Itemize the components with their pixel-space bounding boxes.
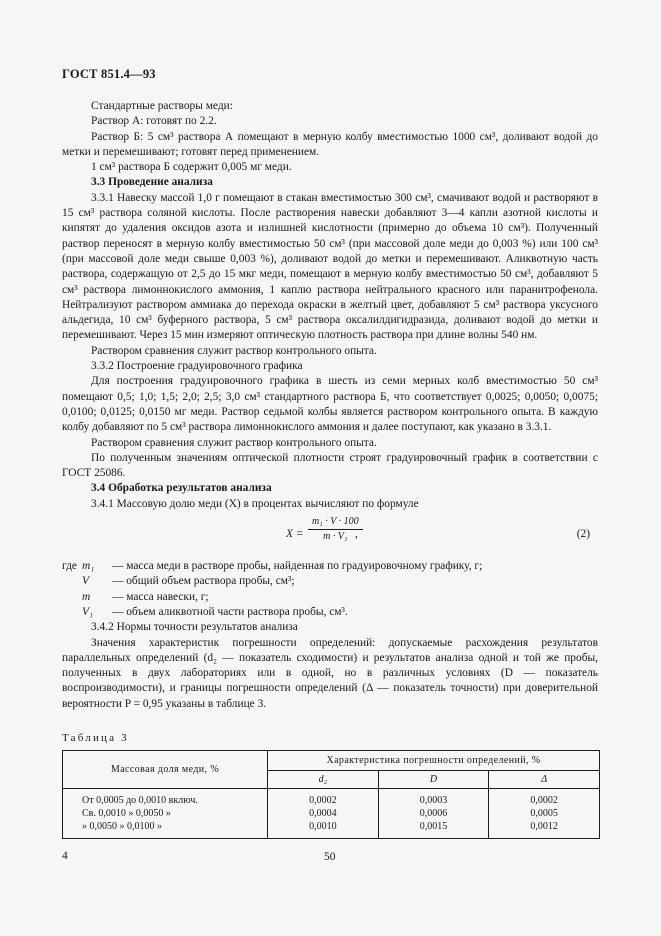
table-cell: 0,0012 [530,821,558,832]
paragraph: Раствор А: готовят по 2.2. [91,115,217,128]
table-caption: Таблица 3 [62,732,129,744]
table-cell: От 0,0005 до 0,0010 включ. [82,795,198,806]
table-cell: 0,0004 [309,808,337,819]
table-cell: 0,0010 [309,821,337,832]
standard-header: ГОСТ 851.4—93 [62,67,156,81]
paragraph: Раствором сравнения служит раствор контрольного опыта. [91,436,377,449]
paragraph: 1 см³ раствора Б содержит 0,005 мг меди. [91,161,292,174]
section-heading-3-4: 3.4 Обработка результатов анализа [91,482,272,495]
paragraph: По полученным значениям оптической плотности строят градуировочный график в соответствии с ГОСТ 25086. [62,451,598,480]
formula-definitions [62,559,598,620]
table-cell: 0,0006 [419,808,448,819]
formula-lhs: X = [286,528,304,541]
column-header-delta: Δ [489,771,600,789]
paragraph-3-3-2: Для построения градуировочного графика в шесть из семи мерных колб вместимостью 50 см³ помещают 0,5; 1,0; 1,5; 2,0; 2,5; 3,0 см³ стандартного раствора Б, что соответствует 0,0025; 0,0050; 0,0075; 0,0100; 0,0125; 0,0150 мг меди. Раствор седьмой колбы является раствором контрольного опыта. В каждую колбу добавляют по 5 см³ раствора лимоннокислого аммония и далее поступают, как указано в 3.3.1. [62,375,598,434]
table-cell: 0,0002 [309,795,337,806]
definition-symbol: m₁ [82,560,95,573]
mass-cell [63,789,268,839]
table-body-row [63,789,600,839]
delta-cell [489,789,600,839]
definition-text: — объем аликвотной части раствора пробы, см³. [112,605,348,618]
page-number: 50 [324,851,336,863]
definition-symbol: V₁ [82,605,93,618]
column-header-D: D [378,771,489,789]
table-3 [62,750,600,839]
paragraph: Стандартные растворы меди: [91,100,233,112]
subsection-heading-3-3-2: 3.3.2 Построение градуировочного графика [91,360,303,373]
paragraph: Раствор Б: 5 см³ раствора А помещают в мерную колбу вместимостью 1000 см³, доливают водой до метки и перемешивают; готовят перед применением. [62,130,598,158]
column-header-error-group: Характеристика погрешности определений, % [268,751,600,771]
paragraph-3-4-2: Значения характеристик погрешности определений: допускаемые расхождения результатов параллельных определений (d₂ — показатель сходимости) и результатов анализа одной и той же пробы, полученных в двух лабораториях или в одной, но в различных условиях (D — показатель воспроизводимости), и границы погрешности определений (Δ — показатель точности) при доверительной вероятности P = 0,95 указаны в таблице 3. [62,636,598,710]
subsection-heading-3-4-2: 3.4.2 Нормы точности результатов анализа [91,621,298,634]
definition-text: — масса меди в растворе пробы, найденная по градуировочному графику, г; [112,560,483,573]
formula-numerator: m₁ · V · 100 [308,516,363,530]
column-header-d2: d₂ [268,771,379,789]
section-page-number: 4 [62,850,68,862]
definition-text: — общий объем раствора пробы, см³; [112,575,295,588]
column-header-mass: Массовая доля меди, % [63,751,268,789]
paragraph: Раствором сравнения служит раствор контрольного опыта. [91,344,377,357]
table-cell: 0,0005 [530,808,558,819]
paragraph-3-4-1: 3.4.1 Массовую долю меди (X) в процентах вычисляют по формуле [91,497,419,510]
table-cell: » 0,0050 » 0,0100 » [82,821,162,832]
document-body [62,99,598,712]
table-cell: 0,0015 [419,821,448,832]
d2-cell [268,789,379,839]
definition-symbol: V [82,575,89,588]
section-heading-3-3: 3.3 Проведение анализа [91,176,213,189]
where-label: где [62,560,77,573]
definition-symbol: m [82,590,91,603]
table-cell: Св. 0,0010 » 0,0050 » [82,808,171,819]
definition-row [62,574,598,589]
formula-2 [62,516,598,552]
definition-text: — масса навески, г; [112,590,209,603]
D-cell [378,789,489,839]
definition-row [62,605,598,620]
definition-row [62,559,598,574]
formula-number: (2) [576,528,590,541]
definition-row [62,590,598,605]
paragraph-3-3-1: 3.3.1 Навеску массой 1,0 г помещают в стакан вместимостью 300 см³, смачивают водой и растворяют в 15 см³ раствора соляной кислоты. После растворения навески добавляют 3—4 капли азотной кислоты и кипятят до удаления оксидов азота и излишней кислотности (примерно до объема 10 см³). Полученный раствор переносят в мерную колбу вместимостью 50 см³ (при массовой доле меди до 0,003 %) или 100 см³ (при массовой доле меди свыше 0,003 %), доливают водой до метки и перемешивают. Аликвотную часть раствора, содержащую от 2,5 до 15 мкг меди, помещают в мерную колбу вместимостью 50 см³, добавляют 5 см³ раствора лимоннокислого аммония, 1 каплю раствора нейтрального красного или паранитрофенола. Нейтрализуют раствором аммиака до перехода окраски в желтый цвет, добавляют 5 см³ раствора уксусного альдегида, 10 см³ буферного раствора, 5 см³ раствора оксалилдигидразида, доливают водой до метки и перемешивают. Через 15 мин измеряют оптическую плотность раствора при длине волны 540 нм. [62,191,598,342]
formula-comma: , [355,528,358,541]
table-cell: 0,0002 [530,795,558,806]
formula-denominator: m · V₁ [323,531,348,543]
table-cell: 0,0003 [419,795,448,806]
